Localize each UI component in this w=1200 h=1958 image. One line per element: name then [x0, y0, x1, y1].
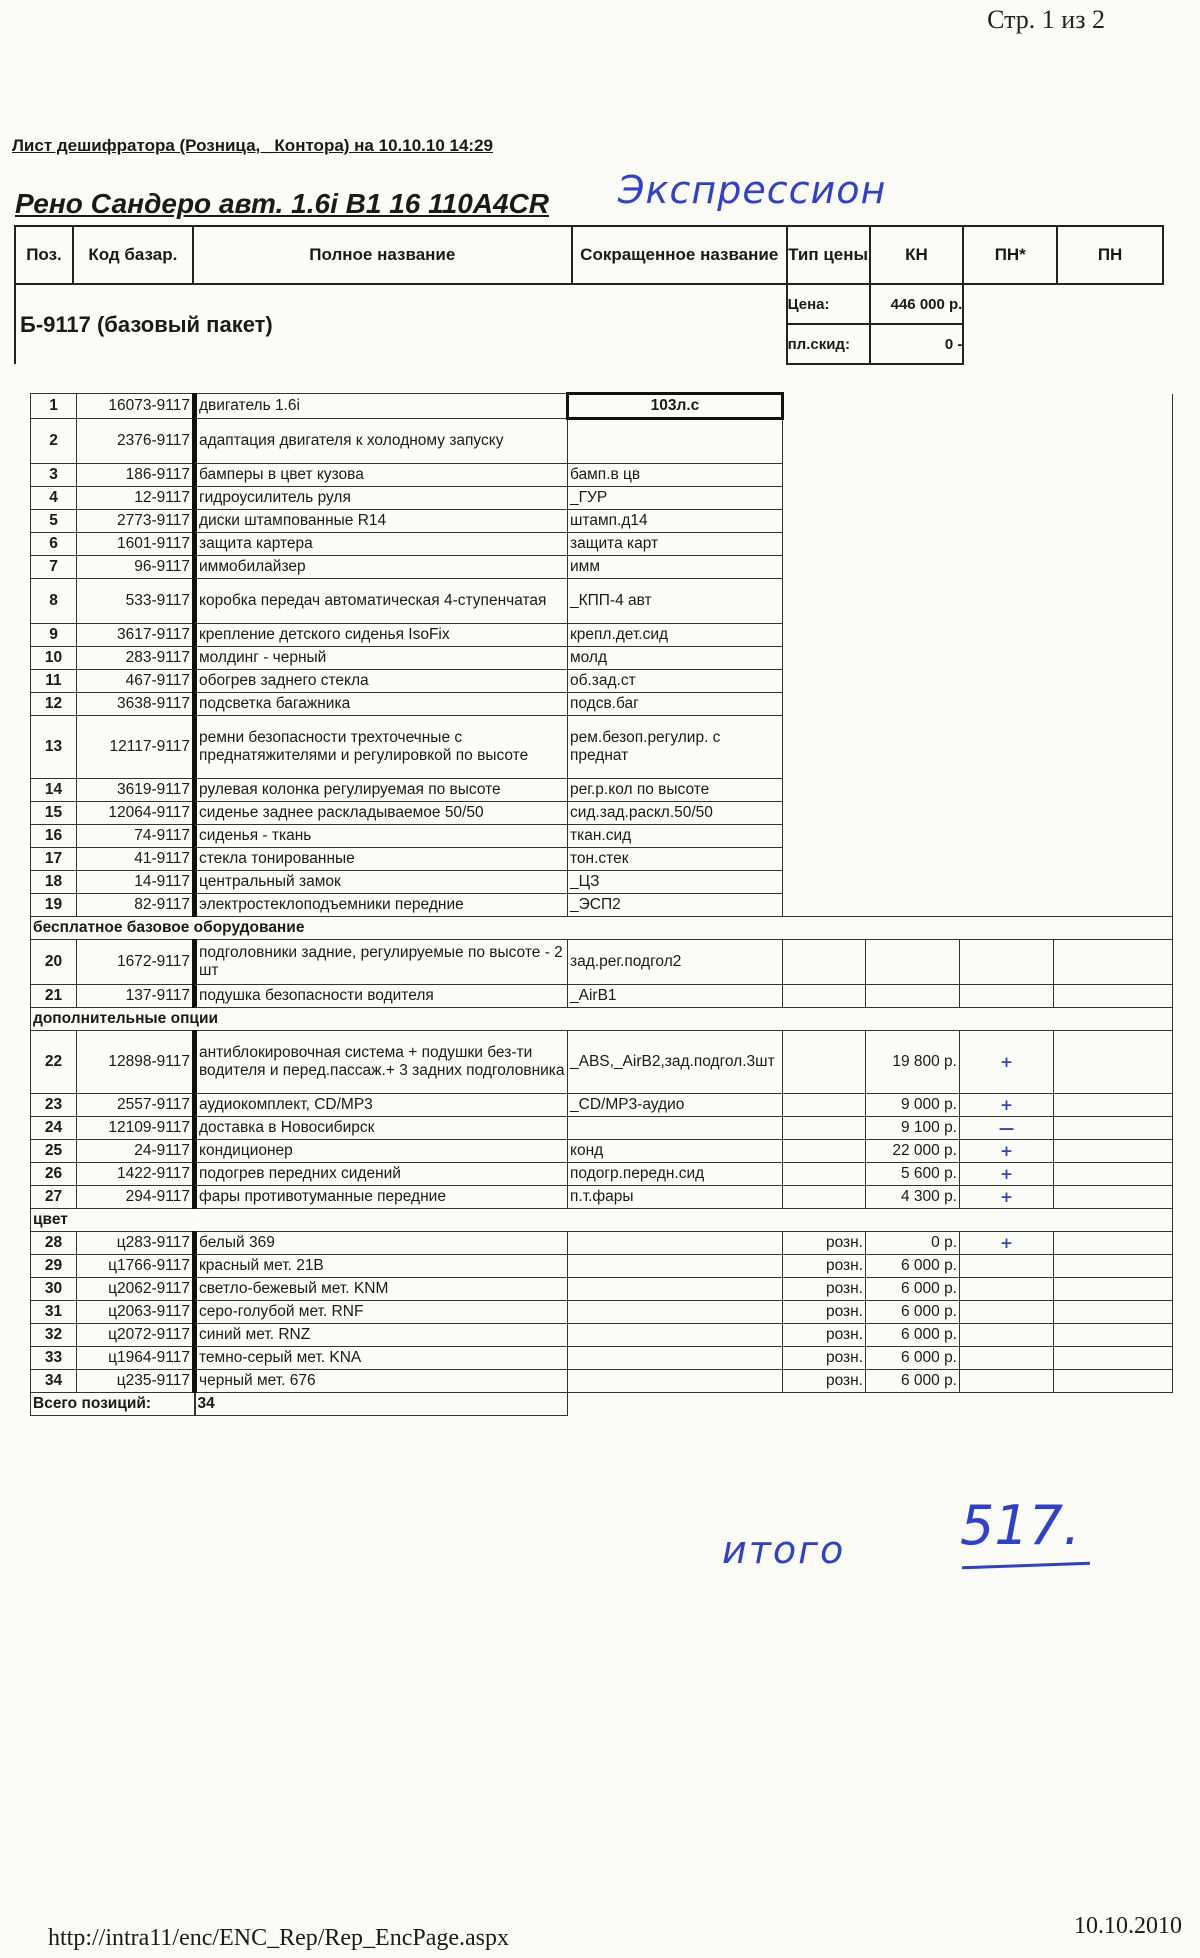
row-name: доставка в Новосибирск	[195, 1117, 568, 1140]
row-name: двигатель 1.6i	[195, 394, 568, 419]
package-name: Б-9117 (базовый пакет)	[15, 284, 787, 364]
row-price: 6 000 р.	[866, 1255, 960, 1278]
row-pos: 13	[31, 716, 77, 779]
row-short: _CD/MP3-аудио	[568, 1094, 783, 1117]
row-code: ц2062-9117	[77, 1278, 195, 1301]
row-short: тон.стек	[568, 848, 783, 871]
row-pos: 24	[31, 1117, 77, 1140]
row-code: 3638-9117	[77, 693, 195, 716]
row-code: 3617-9117	[77, 624, 195, 647]
row-short: _AirB1	[568, 985, 783, 1008]
row-code: 2376-9117	[77, 419, 195, 464]
col-header-price-type: Тип цены	[787, 226, 870, 284]
section-free-equipment: бесплатное базовое оборудование	[31, 917, 1173, 940]
row-pos: 22	[31, 1031, 77, 1094]
row-price: 6 000 р.	[866, 1370, 960, 1393]
row-short: _ABS,_AirB2,зад.подгол.3шт	[568, 1031, 783, 1094]
row-pos: 14	[31, 779, 77, 802]
row-code: 294-9117	[77, 1186, 195, 1209]
row-price: 6 000 р.	[866, 1301, 960, 1324]
row-name: подогрев передних сидений	[195, 1163, 568, 1186]
row-name: центральный замок	[195, 871, 568, 894]
row-name: сиденье заднее раскладываемое 50/50	[195, 802, 568, 825]
row-name: иммобилайзер	[195, 556, 568, 579]
row-pos: 34	[31, 1370, 77, 1393]
section-color: цвет	[31, 1209, 1173, 1232]
row-pos: 27	[31, 1186, 77, 1209]
row-code: 74-9117	[77, 825, 195, 848]
row-pos: 18	[31, 871, 77, 894]
col-header-code: Код базар.	[73, 226, 193, 284]
row-short: зад.рег.подгол2	[568, 940, 783, 985]
row-code: 467-9117	[77, 670, 195, 693]
row-name: адаптация двигателя к холодному запуску	[195, 419, 568, 464]
total-label: Всего позиций:	[31, 1393, 195, 1416]
row-code: 2773-9117	[77, 510, 195, 533]
handwritten-mark	[960, 1347, 1054, 1370]
items-table	[30, 392, 1200, 1416]
row-pos: 12	[31, 693, 77, 716]
handwritten-mark: +	[960, 1031, 1054, 1094]
row-pos: 26	[31, 1163, 77, 1186]
row-short: бамп.в цв	[568, 464, 783, 487]
row-code: ц235-9117	[77, 1370, 195, 1393]
row-price: 4 300 р.	[866, 1186, 960, 1209]
row-name: гидроусилитель руля	[195, 487, 568, 510]
row-code: 82-9117	[77, 894, 195, 917]
row-price-type: розн.	[783, 1232, 866, 1255]
row-short	[568, 1117, 783, 1140]
row-code: 12-9117	[77, 487, 195, 510]
row-price: 6 000 р.	[866, 1347, 960, 1370]
row-short: _ЦЗ	[568, 871, 783, 894]
handwritten-mark	[960, 1301, 1054, 1324]
row-code: 533-9117	[77, 579, 195, 624]
section-options: дополнительные опции	[31, 1008, 1173, 1031]
row-name: темно-серый мет. KNA	[195, 1347, 568, 1370]
row-code: 137-9117	[77, 985, 195, 1008]
handwritten-mark: —	[960, 1117, 1054, 1140]
row-name: электростеклоподъемники передние	[195, 894, 568, 917]
row-short: крепл.дет.сид	[568, 624, 783, 647]
row-pos: 19	[31, 894, 77, 917]
row-name: фары противотуманные передние	[195, 1186, 568, 1209]
handwritten-mark: +	[960, 1163, 1054, 1186]
row-pos: 8	[31, 579, 77, 624]
discount-label: пл.скид:	[787, 324, 870, 364]
row-short: рег.р.кол по высоте	[568, 779, 783, 802]
row-price: 9 100 р.	[866, 1117, 960, 1140]
row-short: подсв.баг	[568, 693, 783, 716]
sheet-title: Лист дешифратора (Розница, _Контора) на 10.10.10 14:29	[12, 136, 493, 155]
row-pos: 25	[31, 1140, 77, 1163]
row-pos: 3	[31, 464, 77, 487]
row-price: 6 000 р.	[866, 1324, 960, 1347]
row-short: молд	[568, 647, 783, 670]
row-name: рулевая колонка регулируемая по высоте	[195, 779, 568, 802]
row-code: 12117-9117	[77, 716, 195, 779]
row-code: ц283-9117	[77, 1232, 195, 1255]
row-price-type: розн.	[783, 1347, 866, 1370]
row-name: стекла тонированные	[195, 848, 568, 871]
row-pos: 23	[31, 1094, 77, 1117]
handwritten-total: 517.	[960, 1494, 1081, 1557]
price-label: Цена:	[787, 284, 870, 324]
row-pos: 21	[31, 985, 77, 1008]
row-name: защита картера	[195, 533, 568, 556]
row-name: антиблокировочная система + подушки без-ти водителя и перед.пассаж.+ 3 задних подголовника	[195, 1031, 568, 1094]
row-code: 12898-9117	[77, 1031, 195, 1094]
row-short: _КПП-4 авт	[568, 579, 783, 624]
row-short: рем.безоп.регулир. с преднат	[568, 716, 783, 779]
handwritten-underline	[962, 1562, 1090, 1569]
row-short: конд	[568, 1140, 783, 1163]
row-name: подсветка багажника	[195, 693, 568, 716]
row-price-type: розн.	[783, 1255, 866, 1278]
row-pos: 16	[31, 825, 77, 848]
row-name: подголовники задние, регулируемые по высоте - 2 шт	[195, 940, 568, 985]
row-pos: 29	[31, 1255, 77, 1278]
row-short: _ЭСП2	[568, 894, 783, 917]
row-pos: 2	[31, 419, 77, 464]
row-name: ремни безопасности трехточечные с преднатяжителями и регулировкой по высоте	[195, 716, 568, 779]
row-name: аудиокомплект, CD/MP3	[195, 1094, 568, 1117]
discount-value: 0 -	[870, 324, 964, 364]
row-code: 12109-9117	[77, 1117, 195, 1140]
header-block	[14, 225, 1164, 390]
row-price: 6 000 р.	[866, 1278, 960, 1301]
row-code: ц2063-9117	[77, 1301, 195, 1324]
row-pos: 7	[31, 556, 77, 579]
row-code: ц2072-9117	[77, 1324, 195, 1347]
row-code: 2557-9117	[77, 1094, 195, 1117]
row-pos: 33	[31, 1347, 77, 1370]
row-short: сид.зад.раскл.50/50	[568, 802, 783, 825]
handwritten-mark: +	[960, 1232, 1054, 1255]
row-pos: 28	[31, 1232, 77, 1255]
row-pos: 5	[31, 510, 77, 533]
row-pos: 4	[31, 487, 77, 510]
row-code: 1422-9117	[77, 1163, 195, 1186]
row-pos: 17	[31, 848, 77, 871]
row-code: 14-9117	[77, 871, 195, 894]
row-name: серо-голубой мет. RNF	[195, 1301, 568, 1324]
row-short: об.зад.ст	[568, 670, 783, 693]
row-name: крепление детского сиденья IsoFix	[195, 624, 568, 647]
row-code: 16073-9117	[77, 394, 195, 419]
row-code: ц1964-9117	[77, 1347, 195, 1370]
row-code: 41-9117	[77, 848, 195, 871]
row-pos: 1	[31, 394, 77, 419]
row-price: 5 600 р.	[866, 1163, 960, 1186]
price-value: 446 000 р.	[870, 284, 964, 324]
row-price-type: розн.	[783, 1324, 866, 1347]
row-code: 1601-9117	[77, 533, 195, 556]
row-short	[568, 419, 783, 464]
col-header-kn: КН	[870, 226, 964, 284]
row-name: обогрев заднего стекла	[195, 670, 568, 693]
handwritten-mark	[960, 1278, 1054, 1301]
handwritten-trim-note: Экспрессион	[618, 168, 887, 212]
row-pos: 9	[31, 624, 77, 647]
handwritten-mark: +	[960, 1094, 1054, 1117]
row-price: 0 р.	[866, 1232, 960, 1255]
handwritten-mark	[960, 1370, 1054, 1393]
row-code: 283-9117	[77, 647, 195, 670]
handwritten-mark: +	[960, 1140, 1054, 1163]
row-pos: 11	[31, 670, 77, 693]
row-name: синий мет. RNZ	[195, 1324, 568, 1347]
row-price: 9 000 р.	[866, 1094, 960, 1117]
row-short: ткан.сид	[568, 825, 783, 848]
footer-date: 10.10.2010	[1074, 1913, 1182, 1939]
handwritten-total-label: итого	[722, 1528, 846, 1572]
row-pos: 30	[31, 1278, 77, 1301]
row-price-type: розн.	[783, 1370, 866, 1393]
row-code: 3619-9117	[77, 779, 195, 802]
row-name: молдинг - черный	[195, 647, 568, 670]
row-pos: 20	[31, 940, 77, 985]
handwritten-mark	[960, 1324, 1054, 1347]
col-header-pn-star: ПН*	[963, 226, 1057, 284]
row-code: 1672-9117	[77, 940, 195, 985]
row-price-type: розн.	[783, 1301, 866, 1324]
handwritten-mark: +	[960, 1186, 1054, 1209]
row-short: _ГУР	[568, 487, 783, 510]
handwritten-mark	[960, 1255, 1054, 1278]
row-code: 96-9117	[77, 556, 195, 579]
row-code: ц1766-9117	[77, 1255, 195, 1278]
row-name: бамперы в цвет кузова	[195, 464, 568, 487]
row-short: штамп.д14	[568, 510, 783, 533]
row-name: белый 369	[195, 1232, 568, 1255]
row-pos: 32	[31, 1324, 77, 1347]
total-value: 34	[195, 1393, 568, 1416]
row-name: сиденья - ткань	[195, 825, 568, 848]
row-name: красный мет. 21B	[195, 1255, 568, 1278]
model-title: Рено Сандеро авт. 1.6i B1 16 110A4CR	[15, 188, 549, 219]
row-name: черный мет. 676	[195, 1370, 568, 1393]
row-pos: 15	[31, 802, 77, 825]
col-header-full-name: Полное название	[193, 226, 572, 284]
row-pos: 6	[31, 533, 77, 556]
row-name: светло-бежевый мет. KNM	[195, 1278, 568, 1301]
row-short: имм	[568, 556, 783, 579]
row-code: 12064-9117	[77, 802, 195, 825]
row-price: 22 000 р.	[866, 1140, 960, 1163]
row-code: 24-9117	[77, 1140, 195, 1163]
col-header-short-name: Сокращенное название	[572, 226, 787, 284]
row-price: 19 800 р.	[866, 1031, 960, 1094]
row-short: п.т.фары	[568, 1186, 783, 1209]
col-header-pn: ПН	[1057, 226, 1163, 284]
footer-url: http://intra11/enc/ENC_Rep/Rep_EncPage.aspx	[48, 1925, 510, 1951]
row-name: кондиционер	[195, 1140, 568, 1163]
page-number: Стр. 1 из 2	[987, 5, 1105, 34]
row-name: диски штампованные R14	[195, 510, 568, 533]
row-pos: 31	[31, 1301, 77, 1324]
row-short: подогр.передн.сид	[568, 1163, 783, 1186]
row-short: защита карт	[568, 533, 783, 556]
row-pos: 10	[31, 647, 77, 670]
engine-power: 103л.с	[568, 394, 783, 419]
row-price-type: розн.	[783, 1278, 866, 1301]
row-name: подушка безопасности водителя	[195, 985, 568, 1008]
row-code: 186-9117	[77, 464, 195, 487]
row-name: коробка передач автоматическая 4-ступенчатая	[195, 579, 568, 624]
col-header-pos: Поз.	[15, 226, 73, 284]
